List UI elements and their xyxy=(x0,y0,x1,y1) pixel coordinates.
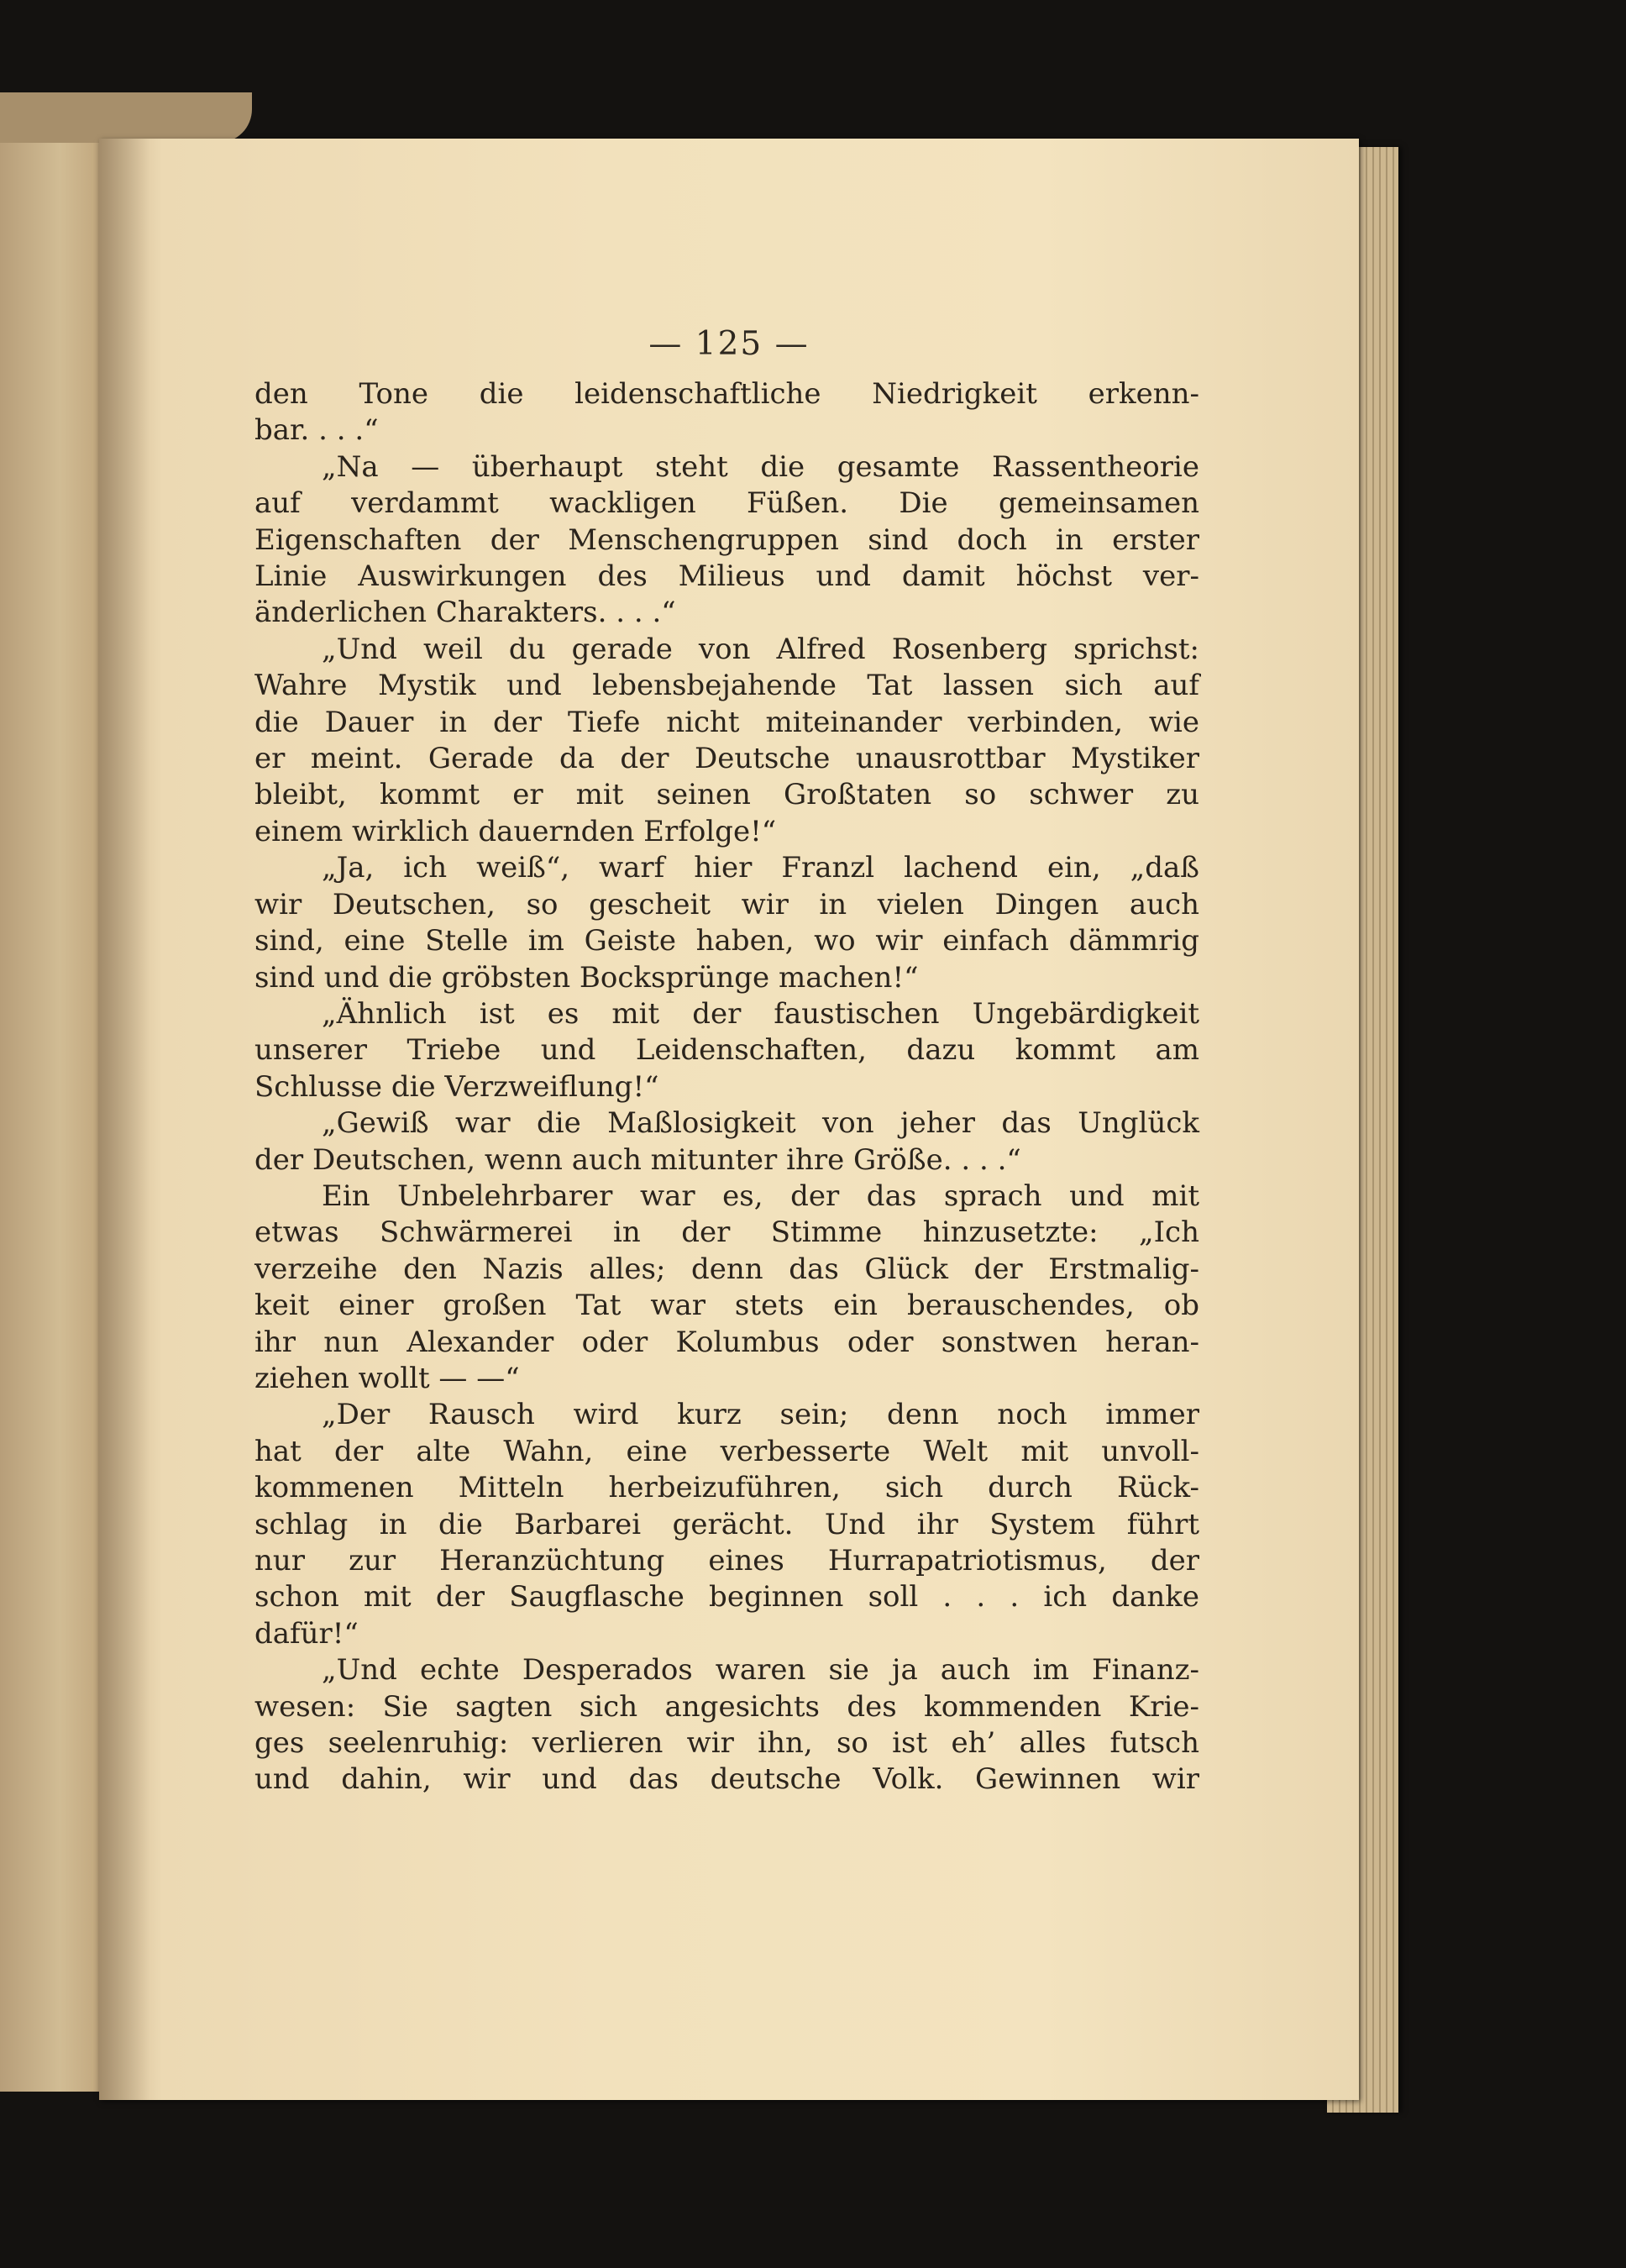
text-line: unserer Triebe und Leidenschaften, dazu kommt am xyxy=(254,1033,1199,1068)
book-page xyxy=(99,139,1359,2100)
text-line: kommenen Mitteln herbeizuführen, sich durch Rück- xyxy=(254,1471,1199,1505)
text-line: ges seelenruhig: verlieren wir ihn, so ist eh’ alles futsch xyxy=(254,1726,1199,1761)
text-line: bar. . . .“ xyxy=(254,413,379,448)
text-line: „Ähnlich ist es mit der faustischen Ungebärdigkeit xyxy=(322,996,1199,1031)
text-line: hat der alte Wahn, eine verbesserte Welt mit unvoll- xyxy=(254,1434,1199,1468)
text-line: die Dauer in der Tiefe nicht miteinander verbinden, wie xyxy=(254,705,1199,739)
text-line: nur zur Heranzüchtung eines Hurrapatriotismus, der xyxy=(254,1544,1199,1578)
text-line: Ein Unbelehrbarer war es, der das sprach und mit xyxy=(322,1179,1199,1213)
text-line: und dahin, wir und das deutsche Volk. Gewinnen wir xyxy=(254,1762,1199,1797)
text-line: schon mit der Saugflasche beginnen soll . . . ich danke xyxy=(254,1580,1199,1614)
text-line: „Na — überhaupt steht die gesamte Rassentheorie xyxy=(322,449,1199,484)
text-line: änderlichen Charakters. . . .“ xyxy=(254,596,676,630)
torn-corner xyxy=(0,92,252,143)
text-line: der Deutschen, wenn auch mitunter ihre Größe. . . .“ xyxy=(254,1142,1021,1177)
text-line: Linie Auswirkungen des Milieus und damit höchst ver- xyxy=(254,559,1199,594)
text-line: bleibt, kommt er mit seinen Großtaten so schwer zu xyxy=(254,778,1199,812)
left-page-edge xyxy=(0,126,109,2092)
text-line: auf verdammt wackligen Füßen. Die gemeinsamen xyxy=(254,486,1199,521)
text-line: „Ja, ich weiß“, warf hier Franzl lachend ein, „daß xyxy=(322,851,1199,885)
text-line: keit einer großen Tat war stets ein berauschendes, ob xyxy=(254,1289,1199,1323)
text-line: den Tone die leidenschaftliche Niedrigkeit erkenn- xyxy=(254,377,1199,411)
text-line: schlag in die Barbarei gerächt. Und ihr System führt xyxy=(254,1507,1199,1541)
text-line: Eigenschaften der Menschengruppen sind doch in erster xyxy=(254,522,1199,557)
text-line: sind, eine Stelle im Geiste haben, wo wir einfach dämmrig xyxy=(254,924,1199,958)
text-line: „Und weil du gerade von Alfred Rosenberg sprichst: xyxy=(322,632,1199,666)
text-line: er meint. Gerade da der Deutsche unausrottbar Mystiker xyxy=(254,742,1199,776)
text-line: Wahre Mystik und lebensbejahende Tat lassen sich auf xyxy=(254,669,1199,703)
text-line: dafür!“ xyxy=(254,1616,359,1651)
gutter-shadow xyxy=(99,139,149,2100)
text-line: wir Deutschen, so gescheit wir in vielen Dingen auch xyxy=(254,887,1199,921)
body-text xyxy=(254,376,1199,1798)
text-line: „Gewiß war die Maßlosigkeit von jeher das Unglück xyxy=(322,1106,1199,1141)
text-line: sind und die gröbsten Bocksprünge machen!“ xyxy=(254,960,919,995)
text-line: „Der Rausch wird kurz sein; denn noch immer xyxy=(322,1398,1199,1432)
text-line: ihr nun Alexander oder Kolumbus oder sonstwen heran- xyxy=(254,1325,1199,1359)
text-line: „Und echte Desperados waren sie ja auch im Finanz- xyxy=(322,1653,1199,1688)
text-line: verzeihe den Nazis alles; denn das Glück der Erstmalig- xyxy=(254,1252,1199,1286)
text-line: ziehen wollt — —“ xyxy=(254,1361,520,1395)
text-line: Schlusse die Verzweiflung!“ xyxy=(254,1069,659,1104)
text-line: etwas Schwärmerei in der Stimme hinzusetzte: „Ich xyxy=(254,1215,1199,1250)
text-line: einem wirklich dauernden Erfolge!“ xyxy=(254,814,777,848)
text-line: wesen: Sie sagten sich angesichts des kommenden Krie- xyxy=(254,1689,1199,1724)
page-number: — 125 — xyxy=(648,325,810,363)
